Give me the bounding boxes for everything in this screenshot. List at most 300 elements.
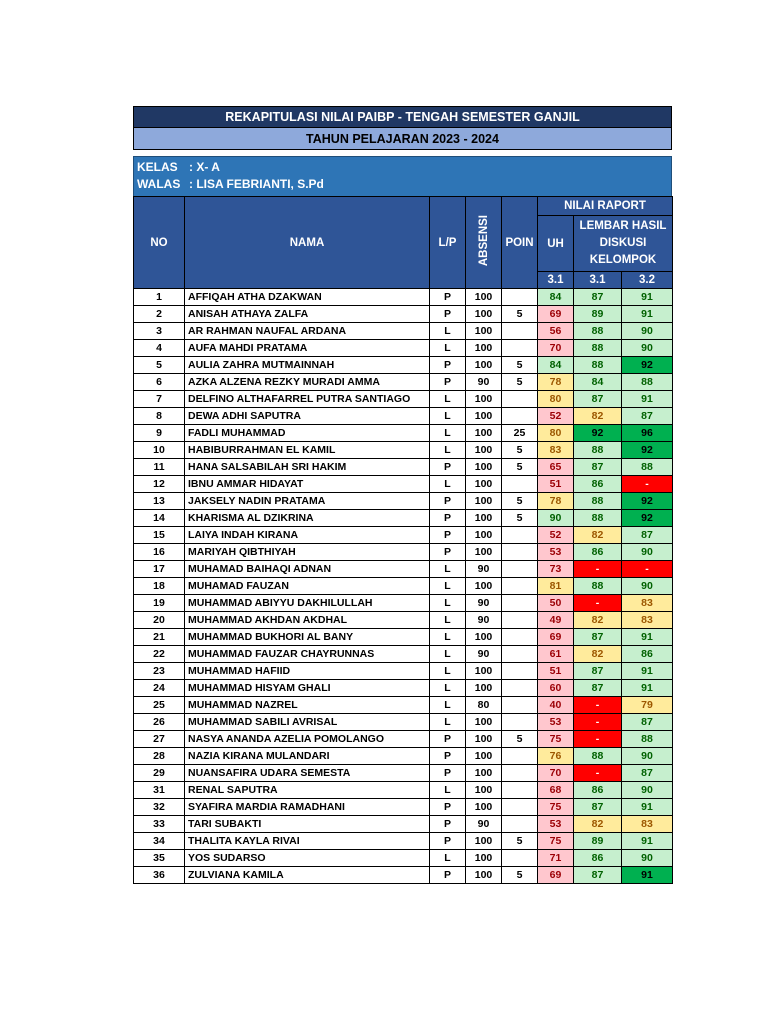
row-no: 20	[134, 612, 185, 629]
row-nama: JAKSELY NADIN PRATAMA	[185, 493, 430, 510]
row-nama: MUHAMMAD BUKHORI AL BANY	[185, 629, 430, 646]
table-row	[134, 425, 673, 442]
row-lembar-kd2: 90	[622, 340, 673, 357]
row-lembar-kd2: 88	[622, 459, 673, 476]
row-absensi: 100	[466, 357, 502, 374]
row-lp: P	[430, 493, 466, 510]
row-no: 7	[134, 391, 185, 408]
row-lembar-kd2: 87	[622, 714, 673, 731]
row-no: 16	[134, 544, 185, 561]
row-uh: 53	[538, 544, 574, 561]
row-lembar-kd2: 90	[622, 850, 673, 867]
row-uh: 68	[538, 782, 574, 799]
row-uh: 69	[538, 629, 574, 646]
row-poin	[502, 765, 538, 782]
table-row	[134, 374, 673, 391]
row-uh: 83	[538, 442, 574, 459]
table-row	[134, 867, 673, 884]
row-poin	[502, 714, 538, 731]
row-poin: 5	[502, 357, 538, 374]
row-lembar-kd2: 91	[622, 629, 673, 646]
row-lembar-kd1: 87	[574, 629, 622, 646]
row-lp: L	[430, 476, 466, 493]
col-header-nama: NAMA	[185, 197, 430, 289]
row-absensi: 100	[466, 442, 502, 459]
col-header-poin: POIN	[502, 197, 538, 289]
row-uh: 75	[538, 833, 574, 850]
row-lembar-kd1: -	[574, 714, 622, 731]
row-lp: P	[430, 544, 466, 561]
row-lembar-kd1: 87	[574, 663, 622, 680]
row-lembar-kd2: 92	[622, 510, 673, 527]
row-poin: 5	[502, 374, 538, 391]
walas-value: : LISA FEBRIANTI, S.Pd	[189, 177, 324, 191]
row-uh: 50	[538, 595, 574, 612]
row-lp: P	[430, 867, 466, 884]
row-uh: 60	[538, 680, 574, 697]
row-lembar-kd2: 92	[622, 357, 673, 374]
row-nama: LAIYA INDAH KIRANA	[185, 527, 430, 544]
row-lembar-kd1: -	[574, 595, 622, 612]
row-poin	[502, 697, 538, 714]
row-absensi: 100	[466, 493, 502, 510]
row-no: 10	[134, 442, 185, 459]
row-nama: IBNU AMMAR HIDAYAT	[185, 476, 430, 493]
row-lembar-kd2: 83	[622, 612, 673, 629]
col-header-lembar-kd2: 3.2	[622, 272, 673, 289]
kelas-label: KELAS	[137, 160, 178, 174]
row-lembar-kd2: 91	[622, 306, 673, 323]
report-title: REKAPITULASI NILAI PAIBP - TENGAH SEMESTER GANJIL	[133, 106, 672, 128]
row-poin: 5	[502, 459, 538, 476]
row-no: 5	[134, 357, 185, 374]
row-no: 36	[134, 867, 185, 884]
row-uh: 56	[538, 323, 574, 340]
row-lembar-kd1: 82	[574, 646, 622, 663]
row-nama: AUFA MAHDI PRATAMA	[185, 340, 430, 357]
row-no: 9	[134, 425, 185, 442]
col-header-absensi: ABSENSI	[466, 197, 502, 289]
row-lp: L	[430, 408, 466, 425]
row-uh: 90	[538, 510, 574, 527]
walas-row	[137, 176, 668, 193]
row-nama: MUHAMMAD FAUZAR CHAYRUNNAS	[185, 646, 430, 663]
row-absensi: 100	[466, 425, 502, 442]
row-uh: 49	[538, 612, 574, 629]
row-poin: 5	[502, 442, 538, 459]
row-lembar-kd1: 82	[574, 612, 622, 629]
table-row	[134, 748, 673, 765]
row-lembar-kd1: 87	[574, 867, 622, 884]
col-header-uh: UH	[538, 216, 574, 272]
row-absensi: 100	[466, 527, 502, 544]
row-nama: AFFIQAH ATHA DZAKWAN	[185, 289, 430, 306]
row-lp: P	[430, 357, 466, 374]
row-lembar-kd2: 90	[622, 748, 673, 765]
row-poin	[502, 544, 538, 561]
row-lp: L	[430, 612, 466, 629]
row-no: 29	[134, 765, 185, 782]
row-lp: L	[430, 714, 466, 731]
row-lp: L	[430, 442, 466, 459]
row-nama: MARIYAH QIBTHIYAH	[185, 544, 430, 561]
row-absensi: 100	[466, 867, 502, 884]
walas-label: WALAS	[137, 177, 181, 191]
row-lembar-kd2: 87	[622, 408, 673, 425]
row-lembar-kd2: 92	[622, 442, 673, 459]
row-poin	[502, 646, 538, 663]
row-no: 6	[134, 374, 185, 391]
row-lp: P	[430, 816, 466, 833]
row-lp: L	[430, 680, 466, 697]
row-lembar-kd1: 86	[574, 850, 622, 867]
row-lembar-kd1: 88	[574, 357, 622, 374]
row-absensi: 100	[466, 629, 502, 646]
row-uh: 75	[538, 799, 574, 816]
col-header-no: NO	[134, 197, 185, 289]
table-row	[134, 306, 673, 323]
row-lp: L	[430, 697, 466, 714]
row-uh: 53	[538, 816, 574, 833]
row-uh: 78	[538, 374, 574, 391]
row-nama: DEWA ADHI SAPUTRA	[185, 408, 430, 425]
row-uh: 65	[538, 459, 574, 476]
row-lp: P	[430, 799, 466, 816]
row-poin	[502, 748, 538, 765]
table-row	[134, 561, 673, 578]
kelas-row	[137, 159, 668, 176]
table-row	[134, 697, 673, 714]
row-uh: 69	[538, 867, 574, 884]
row-poin	[502, 850, 538, 867]
row-lp: P	[430, 748, 466, 765]
row-absensi: 100	[466, 748, 502, 765]
row-lembar-kd1: 88	[574, 340, 622, 357]
row-poin	[502, 391, 538, 408]
row-uh: 51	[538, 663, 574, 680]
row-uh: 40	[538, 697, 574, 714]
row-lp: P	[430, 510, 466, 527]
row-lembar-kd2: 86	[622, 646, 673, 663]
row-poin: 5	[502, 731, 538, 748]
row-poin	[502, 340, 538, 357]
row-lembar-kd2: 91	[622, 289, 673, 306]
row-absensi: 100	[466, 799, 502, 816]
row-absensi: 100	[466, 850, 502, 867]
row-absensi: 90	[466, 612, 502, 629]
col-header-lp: L/P	[430, 197, 466, 289]
row-lembar-kd2: 88	[622, 374, 673, 391]
row-uh: 52	[538, 408, 574, 425]
row-uh: 51	[538, 476, 574, 493]
row-nama: MUHAMAD FAUZAN	[185, 578, 430, 595]
row-no: 13	[134, 493, 185, 510]
row-lp: P	[430, 374, 466, 391]
row-lp: L	[430, 323, 466, 340]
row-lp: L	[430, 646, 466, 663]
grades-body	[134, 289, 673, 884]
row-nama: DELFINO ALTHAFARREL PUTRA SANTIAGO	[185, 391, 430, 408]
row-lembar-kd1: 92	[574, 425, 622, 442]
row-nama: HANA SALSABILAH SRI HAKIM	[185, 459, 430, 476]
row-uh: 84	[538, 289, 574, 306]
row-absensi: 100	[466, 459, 502, 476]
row-nama: NASYA ANANDA AZELIA POMOLANGO	[185, 731, 430, 748]
row-absensi: 90	[466, 374, 502, 391]
row-lembar-kd1: 89	[574, 833, 622, 850]
row-no: 33	[134, 816, 185, 833]
row-lembar-kd1: 87	[574, 289, 622, 306]
row-poin: 25	[502, 425, 538, 442]
row-lembar-kd2: 87	[622, 765, 673, 782]
row-lembar-kd2: 91	[622, 833, 673, 850]
row-absensi: 100	[466, 340, 502, 357]
row-absensi: 100	[466, 578, 502, 595]
row-nama: FADLI MUHAMMAD	[185, 425, 430, 442]
table-row	[134, 731, 673, 748]
row-no: 24	[134, 680, 185, 697]
row-absensi: 100	[466, 663, 502, 680]
row-no: 4	[134, 340, 185, 357]
row-no: 23	[134, 663, 185, 680]
row-no: 31	[134, 782, 185, 799]
row-nama: AZKA ALZENA REZKY MURADI AMMA	[185, 374, 430, 391]
row-lembar-kd1: 88	[574, 442, 622, 459]
row-lembar-kd1: 88	[574, 493, 622, 510]
grades-table	[133, 196, 673, 884]
row-lembar-kd2: 91	[622, 680, 673, 697]
row-nama: MUHAMMAD HAFIID	[185, 663, 430, 680]
row-poin	[502, 578, 538, 595]
row-poin	[502, 289, 538, 306]
row-nama: ZULVIANA KAMILA	[185, 867, 430, 884]
grade-sheet	[133, 106, 672, 884]
row-lembar-kd1: 86	[574, 544, 622, 561]
row-lembar-kd1: 89	[574, 306, 622, 323]
table-row	[134, 476, 673, 493]
row-lembar-kd1: -	[574, 697, 622, 714]
row-nama: KHARISMA AL DZIKRINA	[185, 510, 430, 527]
row-no: 32	[134, 799, 185, 816]
kelas-value: : X- A	[189, 160, 220, 174]
row-uh: 70	[538, 340, 574, 357]
row-lp: L	[430, 578, 466, 595]
row-uh: 76	[538, 748, 574, 765]
row-lembar-kd2: 79	[622, 697, 673, 714]
row-absensi: 100	[466, 391, 502, 408]
row-lembar-kd2: 87	[622, 527, 673, 544]
row-nama: THALITA KAYLA RIVAI	[185, 833, 430, 850]
table-row	[134, 527, 673, 544]
row-no: 28	[134, 748, 185, 765]
row-no: 8	[134, 408, 185, 425]
table-row	[134, 493, 673, 510]
row-nama: MUHAMMAD AKHDAN AKDHAL	[185, 612, 430, 629]
table-row	[134, 340, 673, 357]
row-lembar-kd2: 88	[622, 731, 673, 748]
row-uh: 52	[538, 527, 574, 544]
col-header-lembar-kd1: 3.1	[574, 272, 622, 289]
table-row	[134, 289, 673, 306]
row-nama: MUHAMMAD NAZREL	[185, 697, 430, 714]
row-lp: L	[430, 850, 466, 867]
row-nama: AR RAHMAN NAUFAL ARDANA	[185, 323, 430, 340]
row-lp: P	[430, 731, 466, 748]
row-nama: ANISAH ATHAYA ZALFA	[185, 306, 430, 323]
row-lembar-kd1: 87	[574, 799, 622, 816]
academic-year: TAHUN PELAJARAN 2023 - 2024	[133, 128, 672, 150]
row-absensi: 100	[466, 476, 502, 493]
row-nama: MUHAMAD BAIHAQI ADNAN	[185, 561, 430, 578]
row-lembar-kd2: 83	[622, 595, 673, 612]
row-no: 25	[134, 697, 185, 714]
table-row	[134, 850, 673, 867]
row-nama: NUANSAFIRA UDARA SEMESTA	[185, 765, 430, 782]
row-poin: 5	[502, 306, 538, 323]
row-uh: 75	[538, 731, 574, 748]
row-absensi: 100	[466, 782, 502, 799]
row-lp: L	[430, 340, 466, 357]
row-absensi: 90	[466, 561, 502, 578]
row-lembar-kd2: 91	[622, 663, 673, 680]
row-uh: 73	[538, 561, 574, 578]
row-lp: L	[430, 561, 466, 578]
row-uh: 78	[538, 493, 574, 510]
table-row	[134, 714, 673, 731]
row-lp: P	[430, 289, 466, 306]
row-lembar-kd1: 86	[574, 782, 622, 799]
row-nama: MUHAMMAD SABILI AVRISAL	[185, 714, 430, 731]
row-poin	[502, 663, 538, 680]
class-info	[133, 156, 672, 196]
table-row	[134, 782, 673, 799]
row-nama: MUHAMMAD HISYAM GHALI	[185, 680, 430, 697]
row-lembar-kd2: 91	[622, 799, 673, 816]
row-lembar-kd2: 91	[622, 391, 673, 408]
row-no: 17	[134, 561, 185, 578]
row-lp: P	[430, 306, 466, 323]
row-no: 12	[134, 476, 185, 493]
row-nama: HABIBURRAHMAN EL KAMIL	[185, 442, 430, 459]
row-lp: L	[430, 782, 466, 799]
row-lembar-kd1: 88	[574, 748, 622, 765]
row-nama: AULIA ZAHRA MUTMAINNAH	[185, 357, 430, 374]
row-no: 26	[134, 714, 185, 731]
row-absensi: 100	[466, 289, 502, 306]
col-header-nilai-raport: NILAI RAPORT	[538, 197, 673, 216]
row-lembar-kd1: -	[574, 561, 622, 578]
table-row	[134, 442, 673, 459]
row-no: 35	[134, 850, 185, 867]
row-lembar-kd2: -	[622, 476, 673, 493]
row-absensi: 90	[466, 816, 502, 833]
table-row	[134, 646, 673, 663]
row-poin	[502, 612, 538, 629]
table-row	[134, 391, 673, 408]
row-absensi: 100	[466, 731, 502, 748]
row-lembar-kd2: 83	[622, 816, 673, 833]
row-absensi: 100	[466, 306, 502, 323]
row-lembar-kd1: 82	[574, 527, 622, 544]
row-lembar-kd1: 87	[574, 459, 622, 476]
row-nama: TARI SUBAKTI	[185, 816, 430, 833]
row-absensi: 90	[466, 646, 502, 663]
row-lembar-kd2: 90	[622, 578, 673, 595]
table-row	[134, 544, 673, 561]
row-poin	[502, 561, 538, 578]
row-no: 34	[134, 833, 185, 850]
row-lp: P	[430, 459, 466, 476]
row-absensi: 100	[466, 544, 502, 561]
table-row	[134, 510, 673, 527]
row-poin	[502, 680, 538, 697]
row-lp: L	[430, 629, 466, 646]
row-no: 15	[134, 527, 185, 544]
row-no: 21	[134, 629, 185, 646]
row-lp: L	[430, 663, 466, 680]
row-poin	[502, 782, 538, 799]
row-absensi: 100	[466, 765, 502, 782]
row-lp: L	[430, 391, 466, 408]
table-row	[134, 799, 673, 816]
row-absensi: 90	[466, 595, 502, 612]
row-nama: SYAFIRA MARDIA RAMADHANI	[185, 799, 430, 816]
row-lp: P	[430, 527, 466, 544]
row-poin: 5	[502, 833, 538, 850]
row-no: 3	[134, 323, 185, 340]
col-header-lembar: LEMBAR HASIL DISKUSI KELOMPOK	[574, 216, 673, 272]
row-no: 19	[134, 595, 185, 612]
row-poin	[502, 816, 538, 833]
row-uh: 80	[538, 391, 574, 408]
row-poin: 5	[502, 510, 538, 527]
row-poin	[502, 595, 538, 612]
row-poin	[502, 408, 538, 425]
row-lembar-kd1: 86	[574, 476, 622, 493]
row-lembar-kd2: 90	[622, 544, 673, 561]
row-nama: YOS SUDARSO	[185, 850, 430, 867]
row-lembar-kd2: -	[622, 561, 673, 578]
row-uh: 80	[538, 425, 574, 442]
row-lembar-kd2: 92	[622, 493, 673, 510]
table-row	[134, 323, 673, 340]
row-lembar-kd1: 88	[574, 510, 622, 527]
row-lembar-kd2: 96	[622, 425, 673, 442]
row-lembar-kd1: 82	[574, 816, 622, 833]
row-no: 1	[134, 289, 185, 306]
row-lembar-kd1: -	[574, 731, 622, 748]
row-poin: 5	[502, 493, 538, 510]
table-row	[134, 765, 673, 782]
table-row	[134, 578, 673, 595]
row-absensi: 100	[466, 510, 502, 527]
row-poin: 5	[502, 867, 538, 884]
row-no: 2	[134, 306, 185, 323]
row-uh: 69	[538, 306, 574, 323]
row-no: 11	[134, 459, 185, 476]
row-uh: 53	[538, 714, 574, 731]
table-row	[134, 595, 673, 612]
table-row	[134, 663, 673, 680]
row-lembar-kd2: 90	[622, 782, 673, 799]
row-lembar-kd1: 87	[574, 391, 622, 408]
row-poin	[502, 799, 538, 816]
row-uh: 84	[538, 357, 574, 374]
row-no: 18	[134, 578, 185, 595]
row-lembar-kd1: 88	[574, 578, 622, 595]
row-lembar-kd2: 91	[622, 867, 673, 884]
row-absensi: 100	[466, 408, 502, 425]
